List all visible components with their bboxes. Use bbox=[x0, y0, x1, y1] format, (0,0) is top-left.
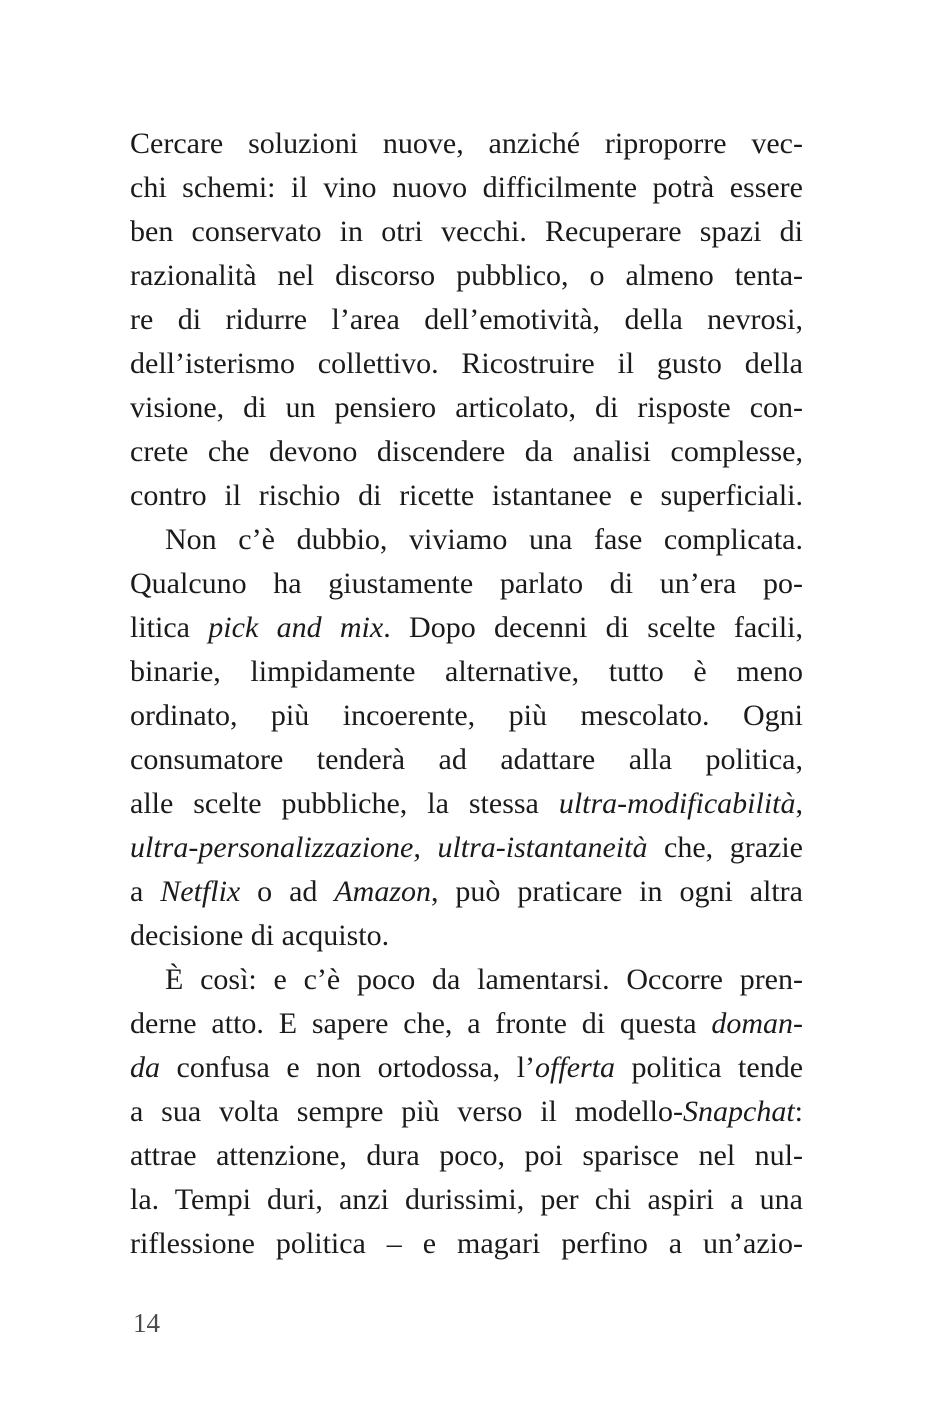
text-run: a sua volta sempre più verso il modello- bbox=[130, 1095, 683, 1128]
text-run: attrae attenzione, dura poco, poi sparisce nel nul- bbox=[130, 1139, 803, 1172]
text-line bbox=[130, 826, 803, 870]
text-line bbox=[130, 210, 803, 254]
text-run: o ad bbox=[240, 875, 335, 908]
text-line bbox=[130, 1046, 803, 1090]
text-line bbox=[130, 1090, 803, 1134]
italic-run: Netflix bbox=[160, 875, 241, 908]
text-line bbox=[130, 122, 803, 166]
text-line bbox=[130, 958, 803, 1002]
text-line bbox=[130, 914, 803, 958]
text-run: ben conservato in otri vecchi. Recuperare spazi di bbox=[130, 215, 803, 248]
italic-run: ultra-istantaneità bbox=[437, 831, 648, 864]
text-line bbox=[130, 342, 803, 386]
text-run: re di ridurre l’area dell’emotività, della nevrosi, bbox=[130, 303, 803, 336]
text-line bbox=[130, 474, 803, 518]
text-line bbox=[130, 1002, 803, 1046]
italic-run: offerta bbox=[535, 1051, 616, 1084]
text-run: . Dopo decenni di scelte facili, bbox=[383, 611, 803, 644]
text-line bbox=[130, 782, 803, 826]
text-run: litica bbox=[130, 611, 209, 644]
text-run: contro il rischio di ricette istantanee e superficiali. bbox=[130, 479, 803, 512]
italic-run: ultra-modificabilità bbox=[558, 787, 796, 820]
text-run: Cercare soluzioni nuove, anziché riproporre vec- bbox=[130, 127, 803, 160]
text-run bbox=[421, 831, 438, 864]
text-line bbox=[130, 694, 803, 738]
text-run: ordinato, più incoerente, più mescolato. Ogni bbox=[130, 699, 803, 732]
text-run: politica tende bbox=[615, 1051, 804, 1084]
text-run: consumatore tenderà ad adattare alla politica, bbox=[130, 743, 803, 776]
italic-run: da bbox=[130, 1051, 160, 1084]
text-run: decisione di acquisto. bbox=[130, 919, 390, 952]
text-run: chi schemi: il vino nuovo difficilmente potrà essere bbox=[130, 171, 803, 204]
text-run: : bbox=[794, 1095, 803, 1128]
text-run: razionalità nel discorso pubblico, o almeno tenta- bbox=[130, 259, 803, 292]
text-run: crete che devono discendere da analisi complesse, bbox=[130, 435, 803, 468]
text-line bbox=[130, 1222, 803, 1266]
text-run: riflessione politica – e magari perfino a un’azio- bbox=[130, 1227, 803, 1260]
text-run: alle scelte pubbliche, la stessa bbox=[130, 787, 559, 820]
text-line bbox=[130, 1134, 803, 1178]
text-run: a bbox=[130, 875, 161, 908]
text-line bbox=[130, 870, 803, 914]
italic-run: pick and mix bbox=[208, 611, 384, 644]
italic-run: Snapchat bbox=[683, 1095, 795, 1128]
text-run: visione, di un pensiero articolato, di risposte con- bbox=[130, 391, 803, 424]
paragraph bbox=[130, 518, 803, 958]
text-run: binarie, limpidamente alternative, tutto è meno bbox=[130, 655, 803, 688]
text-run: Qualcuno ha giustamente parlato di un’era po- bbox=[130, 567, 803, 600]
text-line bbox=[130, 562, 803, 606]
text-line bbox=[130, 650, 803, 694]
italic-run: Amazon bbox=[334, 875, 431, 908]
page-number: 14 bbox=[133, 1308, 160, 1338]
italic-run: ultra-personalizzazione, bbox=[130, 831, 421, 864]
text-run: È così: e c’è poco da lamentarsi. Occorre pren- bbox=[165, 963, 803, 996]
text-run: Non c’è dubbio, viviamo una fase complicata. bbox=[165, 523, 803, 556]
text-line bbox=[130, 386, 803, 430]
text-line bbox=[130, 298, 803, 342]
text-run: derne atto. E sapere che, a fronte di questa bbox=[130, 1007, 712, 1040]
italic-run: doman- bbox=[711, 1007, 803, 1040]
paragraph bbox=[130, 122, 803, 518]
text-line bbox=[130, 518, 803, 562]
text-run: confusa e non ortodossa, l’ bbox=[160, 1051, 536, 1084]
text-run: , bbox=[795, 787, 803, 820]
text-line bbox=[130, 606, 803, 650]
text-line bbox=[130, 430, 803, 474]
text-block bbox=[130, 122, 803, 1266]
text-run: la. Tempi duri, anzi durissimi, per chi aspiri a una bbox=[130, 1183, 803, 1216]
text-line bbox=[130, 254, 803, 298]
text-run: dell’isterismo collettivo. Ricostruire il gusto della bbox=[130, 347, 803, 380]
text-line bbox=[130, 738, 803, 782]
text-run: che, grazie bbox=[647, 831, 803, 864]
text-line bbox=[130, 1178, 803, 1222]
text-line bbox=[130, 166, 803, 210]
paragraph bbox=[130, 958, 803, 1266]
text-run: , può praticare in ogni altra bbox=[431, 875, 803, 908]
